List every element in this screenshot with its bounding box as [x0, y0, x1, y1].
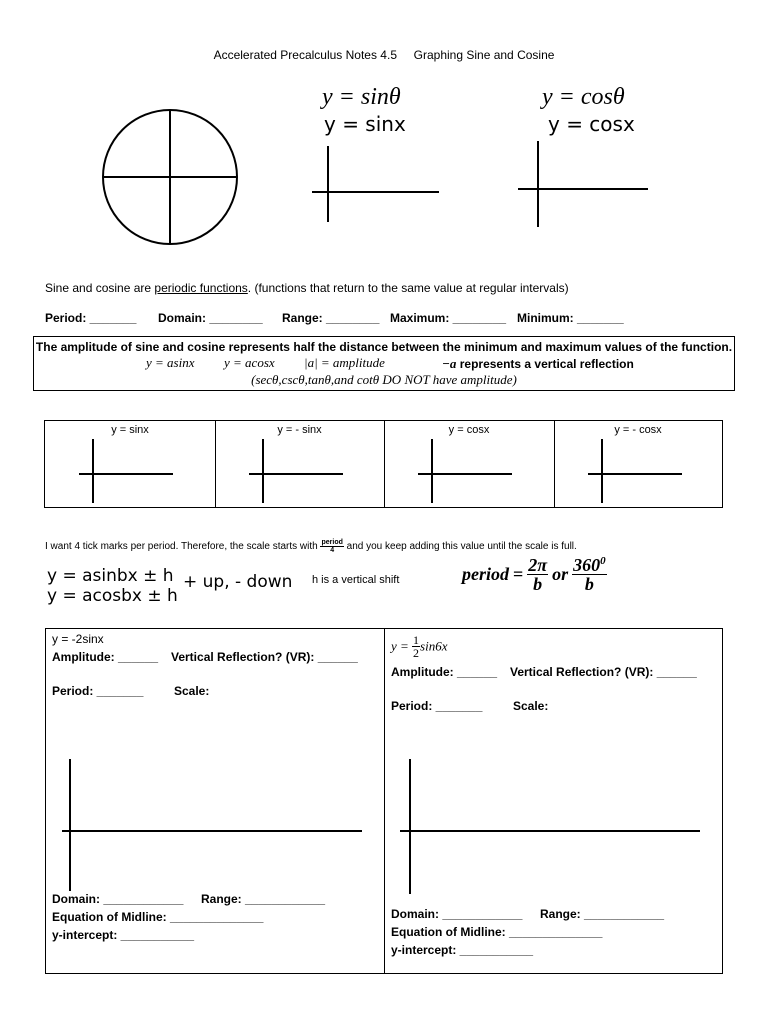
minimum-blank: Minimum: _______ [517, 311, 624, 325]
scale-label: Scale: [174, 684, 210, 698]
degrees-over-b: $\frac{360^0}{b}$ [573, 555, 606, 594]
range-blank: Range: ________ [282, 311, 380, 325]
unit-circle [100, 105, 240, 249]
problem-x-axis [62, 830, 362, 832]
tick-mark-note: I want 4 tick marks per period. Therefore, the scale starts with $\frac{\text{period}}{4}$ and you keep adding this value until the scale is full. [45, 539, 577, 554]
cell-y-axis [601, 439, 603, 503]
graph-cell-cosx [384, 421, 555, 507]
graph-cell-label: y = - sinx [277, 424, 322, 436]
amplitude-box [33, 336, 735, 391]
cell-x-axis [249, 473, 343, 475]
cell-x-axis [79, 473, 173, 475]
shift-direction: + up, - down [183, 572, 293, 592]
problems-table [45, 628, 723, 974]
period-blank: Period: _______ [45, 311, 137, 325]
vertical-reflection-blank: Vertical Reflection? (VR): ______ [171, 650, 358, 664]
periodic-term: periodic functions [154, 281, 248, 295]
graph-cell-label: y = cosx [448, 424, 490, 436]
problem-x-axis [400, 830, 700, 832]
y-intercept-blank: y-intercept: ___________ [391, 943, 534, 957]
graph-cell-neg-sinx [215, 421, 385, 507]
y-intercept-blank: y-intercept: ___________ [52, 928, 195, 942]
problem-left [46, 629, 385, 973]
amplitude-abs-equation: |a| = amplitude [304, 355, 385, 370]
midline-blank: Equation of Midline: ______________ [52, 910, 264, 924]
cos-x-equation: y = cosx [548, 112, 635, 136]
period-over-four-fraction: $\frac{\text{period}}{4}$ [321, 539, 343, 554]
general-cosine-form: y = acosbx ± h [47, 586, 178, 606]
period-blank: Period: _______ [52, 684, 144, 698]
amplitude-definition: The amplitude of sine and cosine represents half the distance between the minimum and maximum values of the function. [35, 340, 733, 354]
cell-x-axis [418, 473, 512, 475]
period-formula: period = $\frac{2\pi}{b}$ or $\frac{360^0}{b}$ [462, 555, 606, 594]
sin-theta-equation: y = sinθ [322, 84, 401, 110]
cos-theta-equation: y = cosθ [542, 84, 625, 110]
two-pi-over-b: $\frac{2\pi}{b}$ [528, 555, 548, 594]
range-blank: Range: ____________ [540, 907, 665, 921]
range-blank: Range: ____________ [201, 892, 326, 906]
graph-cell-sinx [45, 421, 216, 507]
cell-x-axis [588, 473, 682, 475]
problem-y-axis [409, 759, 411, 894]
vertical-shift-note: h is a vertical shift [312, 574, 400, 586]
general-sine-form: y = asinbx ± h [47, 566, 174, 586]
domain-blank: Domain: ________ [158, 311, 263, 325]
vertical-reflection-blank: Vertical Reflection? (VR): ______ [510, 665, 697, 679]
problem-equation: y = -2sinx [52, 632, 104, 646]
amplitude-blank: Amplitude: ______ [52, 650, 159, 664]
sin-x-equation: y = sinx [324, 112, 406, 136]
graph-cell-label: y = sinx [111, 424, 149, 436]
graph-row [44, 420, 723, 508]
half-fraction: $\frac{1}{2}$ [413, 633, 420, 660]
problem-y-axis [69, 759, 71, 891]
sin-graph-x-axis [312, 191, 439, 193]
vertical-reflection-note: −a represents a vertical reflection [442, 356, 634, 371]
maximum-blank: Maximum: ________ [390, 311, 507, 325]
no-amplitude-note: (secθ,cscθ,tanθ,and cotθ DO NOT have amplitude) [251, 372, 517, 387]
graph-cell-neg-cosx [554, 421, 722, 507]
problem-right [384, 629, 722, 973]
domain-blank: Domain: ____________ [52, 892, 184, 906]
cell-y-axis [92, 439, 94, 503]
page-title: Accelerated Precalculus Notes 4.5 Graphing Sine and Cosine [213, 48, 555, 62]
cos-graph-x-axis [518, 188, 648, 190]
period-blank: Period: _______ [391, 699, 483, 713]
scale-label: Scale: [513, 699, 549, 713]
domain-blank: Domain: ____________ [391, 907, 523, 921]
graph-cell-label: y = - cosx [614, 424, 662, 436]
problem-equation: y = $\frac{1}{2}$ sin6x [391, 633, 448, 660]
periodic-sentence: Sine and cosine are periodic functions. (functions that return to the same value at regular intervals) [45, 281, 569, 295]
midline-blank: Equation of Midline: ______________ [391, 925, 603, 939]
sin-graph-y-axis [327, 146, 329, 222]
cell-y-axis [262, 439, 264, 503]
cos-graph-y-axis [537, 141, 539, 227]
amplitude-equation-cos: y = acosx [224, 355, 275, 370]
cell-y-axis [431, 439, 433, 503]
amplitude-blank: Amplitude: ______ [391, 665, 498, 679]
amplitude-equation-sin: y = asinx [146, 355, 195, 370]
